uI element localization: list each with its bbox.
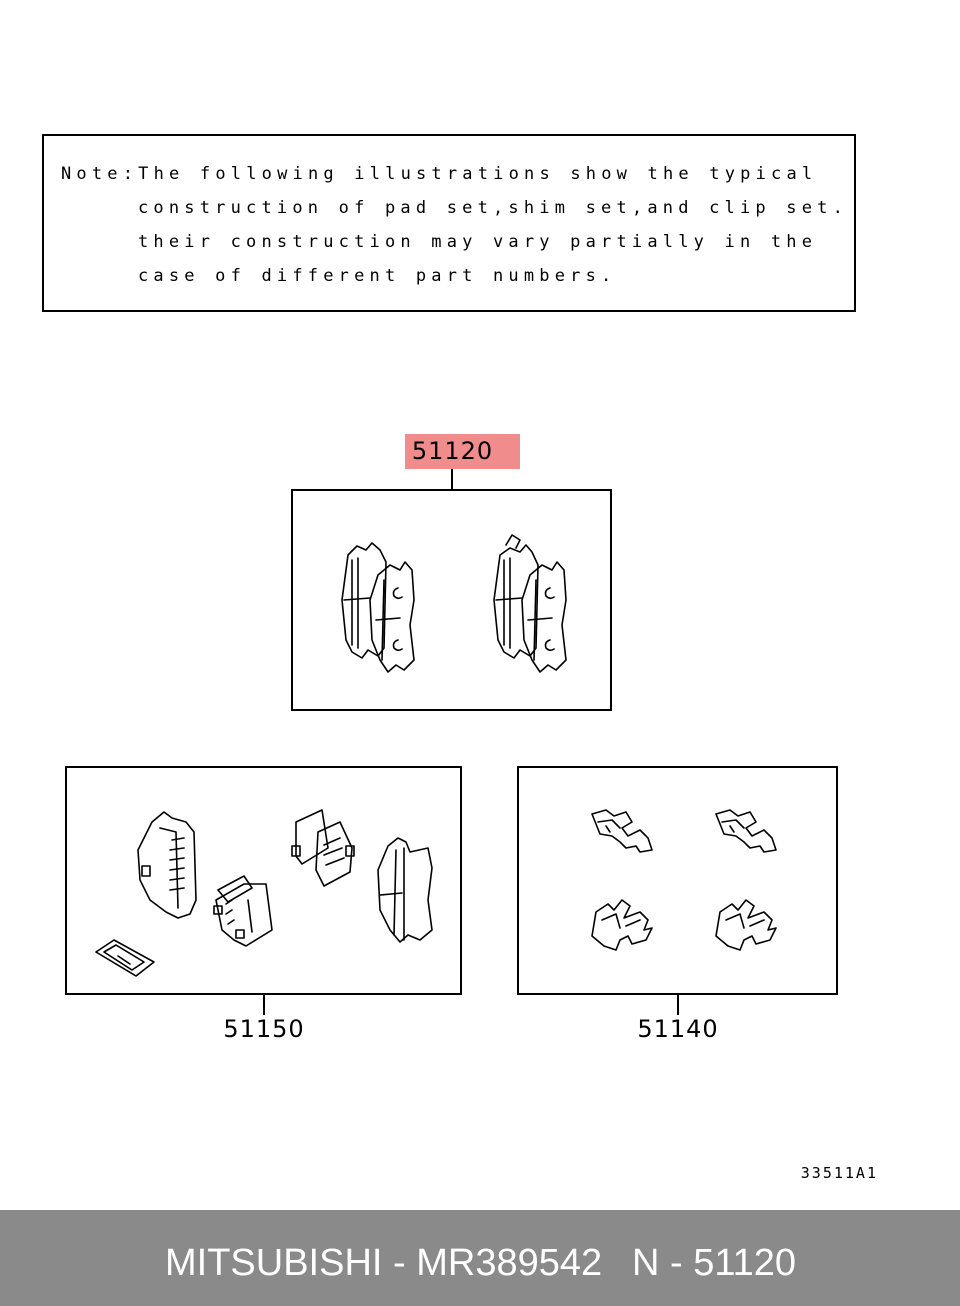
clip-upper-left — [592, 810, 652, 852]
shim-pad-right — [378, 838, 432, 942]
note-line-2: construction of pad set,shim set,and clip set. — [138, 198, 849, 218]
part-label-clip-set[interactable]: 51140 — [637, 1015, 719, 1043]
note-line-4: case of different part numbers. — [138, 266, 617, 286]
clip-upper-right — [716, 810, 776, 852]
shim-plate-medium — [292, 810, 354, 886]
part-label-shim-set[interactable]: 51150 — [223, 1015, 305, 1043]
footer-brand-part-number: MITSUBISHI - MR389542 — [165, 1242, 603, 1284]
shim-plate-large — [138, 812, 196, 918]
clip-lower-left — [592, 900, 652, 950]
note-line-1: Note:The following illustrations show the typical — [61, 164, 818, 184]
grease-packet — [96, 940, 154, 976]
brake-pad-pair-left — [342, 543, 414, 672]
note-line-3: their construction may vary partially in the — [138, 232, 818, 252]
diagram-code: 33511A1 — [800, 1164, 878, 1182]
shim-plate-small-left — [214, 876, 272, 946]
part-label-pad-set[interactable]: 51120 — [411, 437, 494, 465]
brake-pad-pair-right — [494, 535, 566, 672]
footer-reference: N - 51120 — [632, 1242, 797, 1284]
clip-lower-right — [716, 900, 776, 950]
